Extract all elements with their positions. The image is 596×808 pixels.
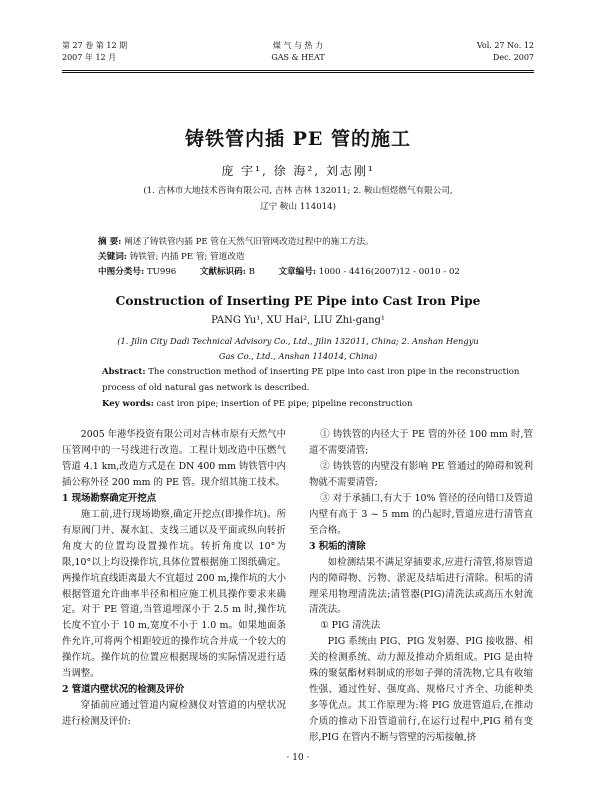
- english-keywords-text: cast iron pipe; insertion of PE pipe; pipeline reconstruction: [156, 399, 413, 409]
- page-number: · 10 ·: [286, 753, 310, 763]
- classification-row: [98, 265, 526, 279]
- keywords-label: 关键词:: [98, 252, 127, 262]
- abstract-text: 阐述了铸铁管内插 PE 管在天然气旧管网改造过程中的施工方法。: [124, 237, 374, 247]
- english-keywords-label: Key words:: [102, 399, 154, 409]
- keywords-cn: [98, 250, 526, 264]
- clc-value: TU996: [146, 267, 177, 277]
- affiliation-line: 辽宁 鞍山 114014): [260, 202, 336, 212]
- body-paragraph: 2005 年港华投资有限公司对吉林市原有天然气中压管网中的一号线进行改造。工程计划改造中压燃气管道 4.1 km,改造方式是在 DN 400 mm 铸铁管中内插公称外径 200 mm 的 PE 管。现介绍其施工技术。: [62, 429, 286, 488]
- volume-issue: 第 27 卷 第 12 期: [62, 41, 128, 50]
- affiliation-line: (1. 吉林市大地技术咨询有限公司, 吉林 吉林 132011; 2. 鞍山恒煜燃气有限公司,: [143, 186, 453, 196]
- clc-label: 中图分类号:: [98, 267, 145, 277]
- journal-name-en: GAS & HEAT: [271, 53, 325, 62]
- english-affiliation-line: Gas Co., Ltd., Anshan 114014, China): [218, 351, 378, 361]
- subsection-heading: ① PIG 清洗法: [320, 620, 381, 632]
- keywords-text: 铸铁管; 内插 PE 管; 管道改造: [129, 252, 245, 262]
- english-abstract-text: The construction method of inserting PE pipe into cast iron pipe in the reconstruction process of old natural gas network is described.: [102, 367, 520, 393]
- section-heading: 1 现场勘察确定开挖点: [62, 492, 157, 504]
- running-header: [62, 40, 534, 70]
- author-list: 庞 宇¹, 徐 海², 刘志刚¹: [221, 164, 375, 178]
- doc-code-label: 文献标识码:: [199, 267, 246, 277]
- section-heading: 2 管道内壁状况的检测及评价: [62, 684, 185, 696]
- doc-code-value: B: [248, 267, 255, 277]
- journal-name: [62, 40, 534, 64]
- abstract-cn: [98, 235, 526, 249]
- list-item: ③ 对于承插口,有大于 10% 管径的径向错口及管道内壁有高于 3 ~ 5 mm 的凸起时,管道应进行清管直至合格。: [309, 492, 533, 536]
- journal-volume-en: [477, 40, 534, 64]
- body-column-right: [309, 427, 533, 746]
- affiliations: [90, 183, 506, 215]
- section-heading: 3 积垢的清除: [309, 540, 366, 552]
- list-item: ② 铸铁管的内壁没有影响 PE 管通过的障碍和锐利物就不需要清管;: [309, 460, 533, 488]
- english-affiliations: [95, 334, 501, 364]
- header-rule-top: [62, 70, 534, 71]
- body-paragraph: 如检测结果不满足穿插要求,应进行清管,将原管道内的障碍物、污物、淤泥及结垢进行清除。积垢的清理采用物理清洗法;清管器(PIG)清洗法或高压水射流清洗法。: [309, 556, 533, 616]
- volume-issue-en: Vol. 27 No. 12: [476, 41, 534, 50]
- body-paragraph: 施工前,进行现场勘察,确定开挖点(即操作坑)。所有原阀门井、凝水缸、支线三通以及平面或纵向转折角度大的位置均设置操作坑。转折角度以 10°为限,10°以上均设操作坑,具体位置根据施工图纸确定。两操作坑直线距离最大不宜超过 200 m,操作坑的大小根据管道允许曲率半径和相应施工机具操作要求来确定。对于 PE 管道,当管道埋深小于 2.5 m 时,操作坑长度不宜小于 10 m,宽度不小于 1.0 m。如果地面条件允许,可将两个相距较近的操作坑合并成一个较大的操作坑。操作坑的位置应根据现场的实际情况进行适当调整。: [62, 508, 286, 680]
- article-number-label: 文章编号:: [278, 267, 316, 277]
- body-column-left: [62, 427, 286, 730]
- article-number-value: 1000 - 4416(2007)12 - 0010 - 02: [318, 267, 460, 277]
- english-abstract: [102, 364, 526, 396]
- english-authors: PANG Yu¹, XU Hai², LIU Zhi-gang¹: [211, 315, 385, 326]
- body-paragraph: PIG 系统由 PIG、PIG 发射器、PIG 接收器、相关的检测系统、动力源及推动介质组成。PIG 是由特殊的聚氨酯材料制成的形如子弹的清洗物,它具有收缩性强、通过性好、强度高、规格尺寸齐全、功能种类多等优点。其工作原理为:将 PIG 放进管道后,在推动介质的推动下沿管道前行,在运行过程中,PIG 稍有变形,PIG 在管内不断与管壁的污垢接触,挤: [309, 636, 533, 744]
- paper-title: 铸铁管内插 PE 管的施工: [185, 128, 411, 150]
- header-rule-bottom: [62, 72, 534, 73]
- english-title: Construction of Inserting PE Pipe into Cast Iron Pipe: [115, 294, 481, 308]
- english-affiliation-line: (1. Jilin City Dadi Technical Advisory Co., Ltd., Jilin 132011, China; 2. Anshan Hengyu: [117, 336, 479, 346]
- english-abstract-label: Abstract:: [102, 367, 146, 377]
- issue-date-en: Dec. 2007: [492, 53, 534, 62]
- list-item: ① 铸铁管的内径大于 PE 管的外径 100 mm 时,管道不需要清管;: [309, 429, 533, 456]
- body-paragraph: 穿插前应通过管道内窥检测仪对管道的内壁状况进行检测及评价:: [62, 700, 286, 728]
- english-keywords: [102, 397, 526, 411]
- journal-name-cn: 煤 气 与 热 力: [272, 41, 324, 50]
- abstract-label: 摘 要:: [98, 237, 122, 247]
- issue-date-cn: 2007 年 12 月: [62, 53, 117, 62]
